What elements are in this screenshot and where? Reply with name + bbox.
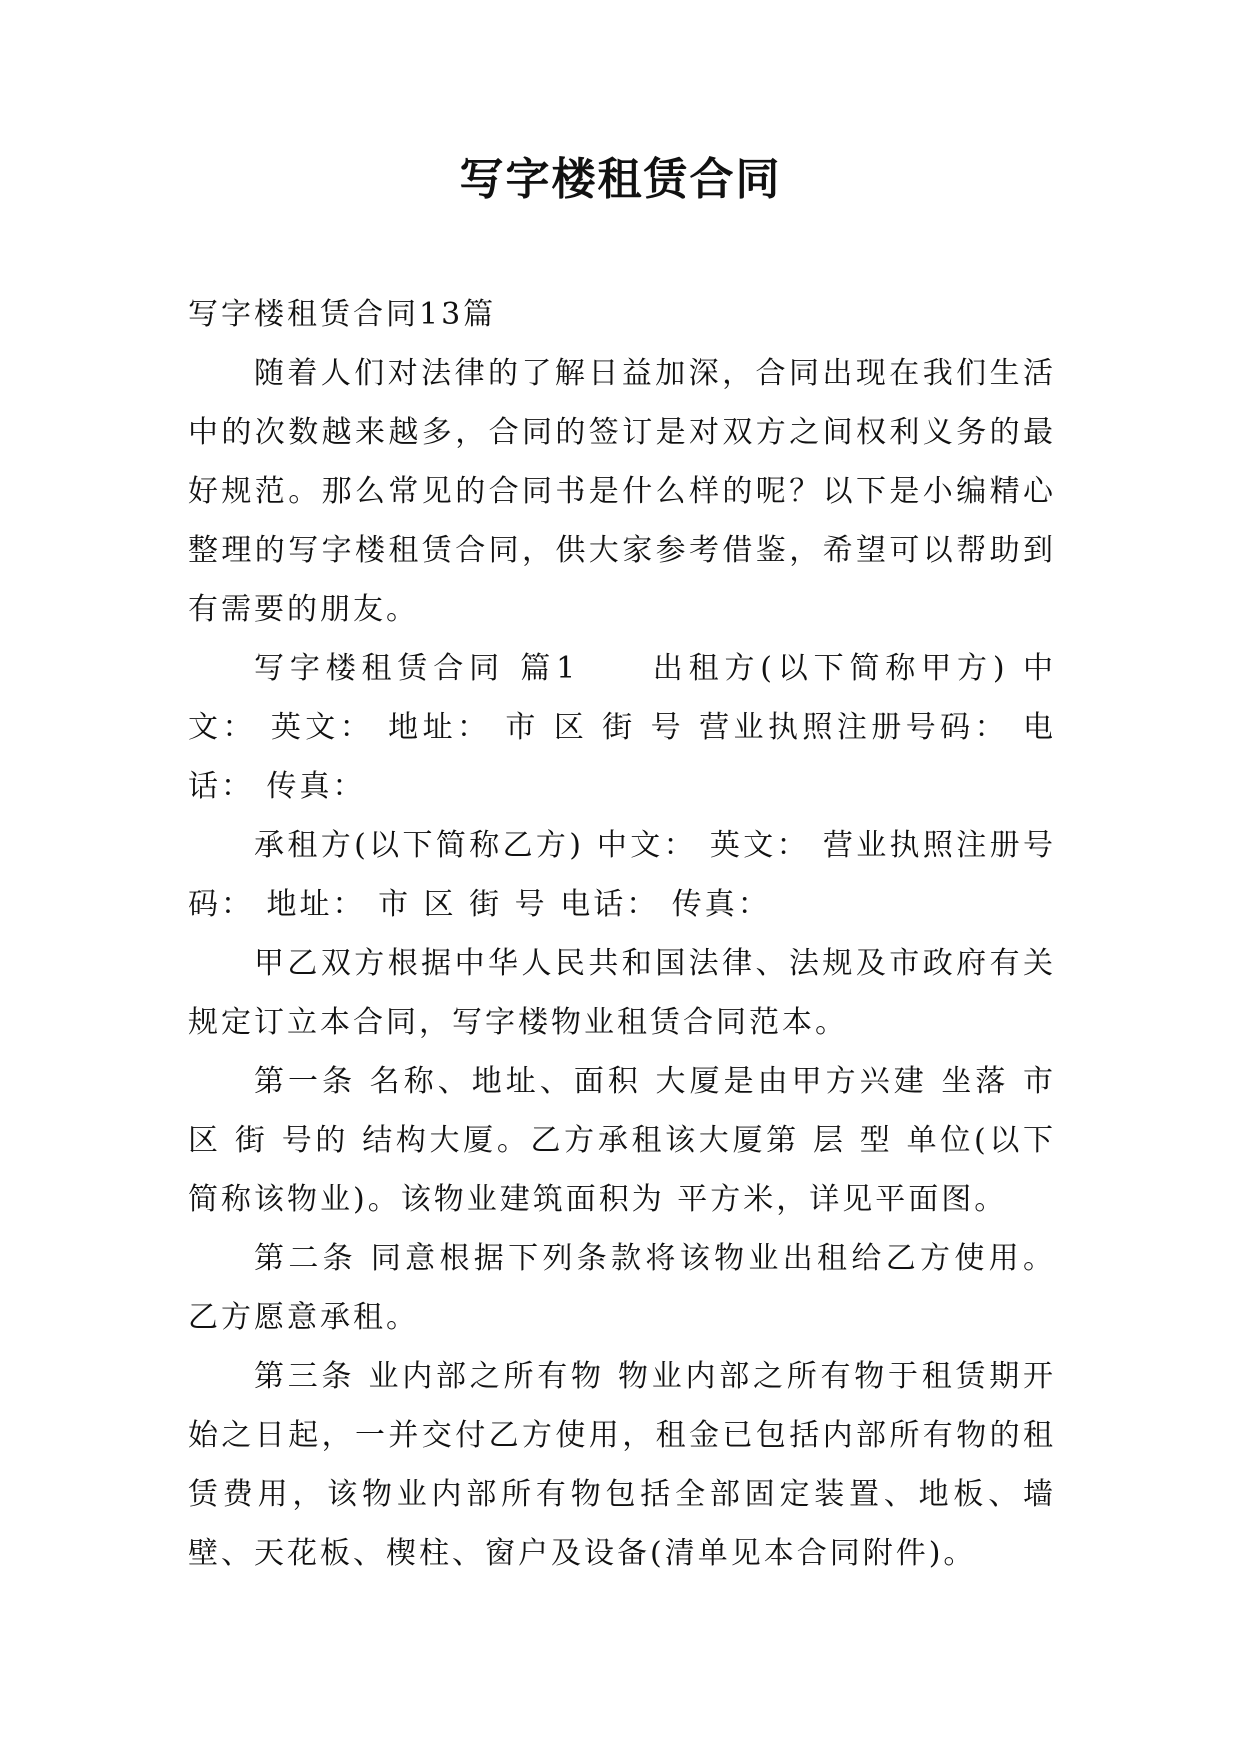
article-1-paragraph: 第一条 名称、地址、面积 大厦是由甲方兴建 坐落 市 区 街 号的 结构大厦。乙方承租该大厦第 层 型 单位(以下简称该物业)。该物业建筑面积为 平方米，详见平面图。 <box>188 1064 1056 1217</box>
article-2-paragraph: 第二条 同意根据下列条款将该物业出租给乙方使用。乙方愿意承租。 <box>188 1241 1056 1335</box>
agreement-basis-paragraph: 甲乙双方根据中华人民共和国法律、法规及市政府有关规定订立本合同，写字楼物业租赁合同范本。 <box>188 946 1056 1040</box>
lessor-info-paragraph: 写字楼租赁合同 篇1 出租方(以下简称甲方) 中文： 英文： 地址： 市 区 街 号 营业执照注册号码： 电话： 传真： <box>188 651 1056 804</box>
article-3-paragraph: 第三条 业内部之所有物 物业内部之所有物于租赁期开始之日起，一并交付乙方使用，租金已包括内部所有物的租赁费用，该物业内部所有物包括全部固定装置、地板、墙壁、天花板、楔柱、窗户及设备(清单见本合同附件)。 <box>188 1359 1056 1571</box>
intro-paragraph: 随着人们对法律的了解日益加深，合同出现在我们生活中的次数越来越多，合同的签订是对双方之间权利义务的最好规范。那么常见的合同书是什么样的呢？以下是小编精心整理的写字楼租赁合同，供大家参考借鉴，希望可以帮助到有需要的朋友。 <box>188 356 1056 627</box>
subtitle-paragraph: 写字楼租赁合同13篇 <box>188 297 497 332</box>
document-title: 写字楼租赁合同 <box>459 154 782 205</box>
lessee-info-paragraph: 承租方(以下简称乙方) 中文： 英文： 营业执照注册号码： 地址： 市 区 街 号 电话： 传真： <box>188 828 1056 922</box>
document-body <box>188 285 1056 1583</box>
